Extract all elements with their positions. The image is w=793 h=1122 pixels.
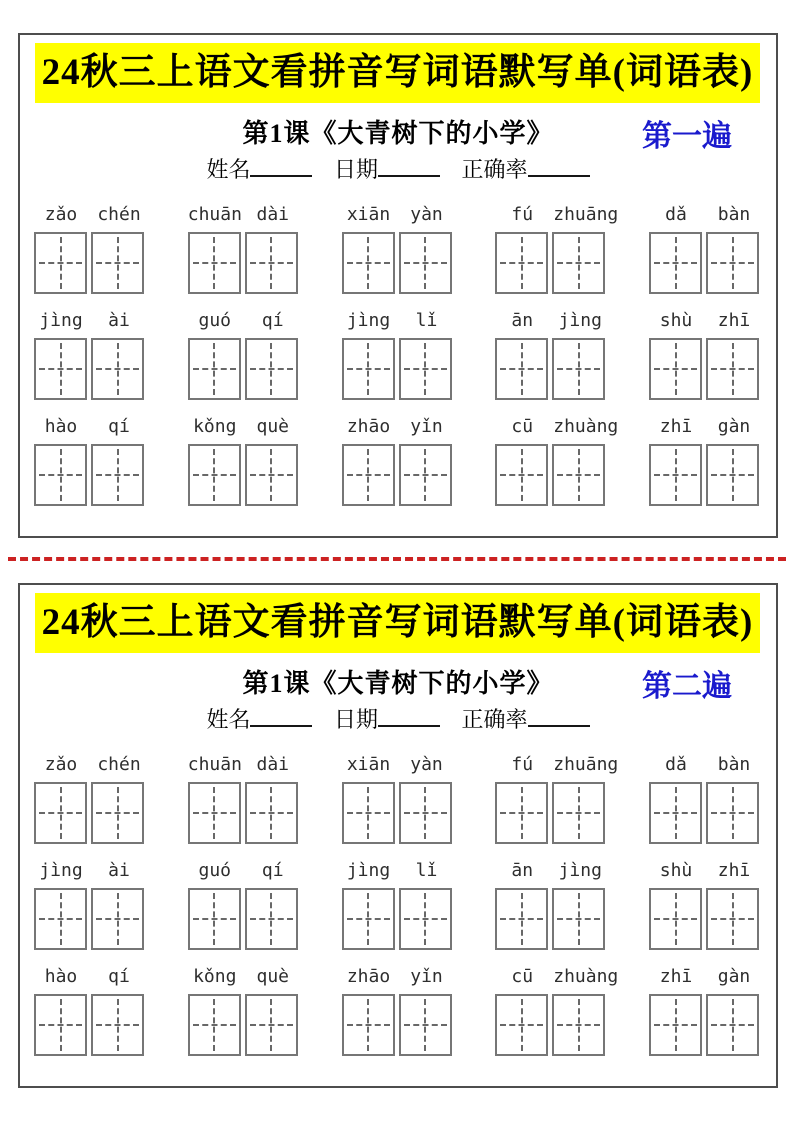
writing-box	[34, 444, 87, 506]
word-group	[34, 310, 146, 400]
writing-box	[706, 994, 759, 1056]
pinyin-pair	[34, 860, 146, 882]
pinyin-syllable: zhuāng	[553, 204, 619, 225]
pinyin-syllable: hào	[44, 416, 78, 437]
writing-box-pair	[188, 782, 300, 844]
writing-box	[649, 444, 702, 506]
pinyin-pair	[34, 754, 146, 776]
writing-box	[495, 994, 548, 1056]
writing-box	[91, 232, 144, 294]
writing-box	[706, 444, 759, 506]
word-group	[495, 310, 607, 400]
writing-box-pair	[649, 338, 761, 400]
pinyin-pair	[495, 754, 619, 776]
writing-box-pair	[649, 994, 761, 1056]
pinyin-syllable: shù	[659, 310, 693, 331]
pinyin-pair	[649, 416, 761, 438]
accuracy-field	[462, 707, 590, 732]
name-label: 姓名	[206, 157, 251, 182]
writing-box	[495, 888, 548, 950]
pinyin-syllable: zhuāng	[553, 754, 619, 775]
lesson-title: 第1课《大青树下的小学》	[242, 119, 554, 148]
pinyin-syllable: jìng	[558, 310, 602, 331]
word-group	[495, 416, 619, 506]
word-row	[34, 204, 761, 294]
word-group	[649, 860, 761, 950]
writing-box-pair	[649, 782, 761, 844]
pinyin-syllable: lǐ	[415, 310, 438, 331]
pinyin-pair	[34, 966, 146, 988]
pinyin-syllable: què	[256, 416, 289, 437]
writing-box-pair	[34, 232, 146, 294]
writing-box	[245, 994, 298, 1056]
pinyin-syllable: zhāo	[346, 966, 391, 987]
writing-box-pair	[495, 994, 607, 1056]
word-group	[188, 310, 300, 400]
writing-box-pair	[649, 232, 761, 294]
writing-box-pair	[342, 232, 454, 294]
pinyin-syllable: bàn	[717, 204, 751, 225]
word-group	[342, 310, 454, 400]
pinyin-syllable: fú	[511, 754, 534, 775]
writing-box-pair	[34, 782, 146, 844]
pinyin-syllable: jìng	[346, 860, 391, 881]
pinyin-pair	[34, 204, 146, 226]
writing-box	[188, 888, 241, 950]
word-group	[342, 416, 454, 506]
word-group	[495, 966, 619, 1056]
pinyin-pair	[649, 860, 761, 882]
writing-box	[342, 444, 395, 506]
word-group	[34, 754, 146, 844]
word-group	[649, 754, 761, 844]
writing-box	[245, 338, 298, 400]
pinyin-syllable: zhuàng	[553, 966, 619, 987]
pinyin-syllable: dǎ	[665, 204, 687, 225]
word-row	[34, 754, 761, 844]
writing-box	[245, 782, 298, 844]
word-group	[649, 416, 761, 506]
pinyin-pair	[495, 966, 619, 988]
pinyin-pair	[649, 204, 761, 226]
pinyin-syllable: zhī	[659, 966, 693, 987]
writing-box	[34, 782, 87, 844]
date-field	[334, 707, 440, 732]
lesson-title: 第1课《大青树下的小学》	[242, 669, 554, 698]
word-group	[188, 860, 300, 950]
writing-box	[495, 338, 548, 400]
writing-box	[342, 782, 395, 844]
pinyin-syllable: ān	[511, 860, 534, 881]
pinyin-syllable: lǐ	[415, 860, 438, 881]
writing-box	[34, 994, 87, 1056]
pinyin-pair	[188, 754, 300, 776]
writing-box	[342, 994, 395, 1056]
word-group	[495, 860, 607, 950]
date-field	[334, 157, 440, 182]
pinyin-pair	[342, 966, 454, 988]
name-blank-line	[250, 723, 312, 727]
writing-box-pair	[34, 888, 146, 950]
pinyin-syllable: qí	[261, 310, 284, 331]
writing-box-pair	[495, 444, 607, 506]
pinyin-syllable: bàn	[717, 754, 751, 775]
pinyin-syllable: xiān	[346, 754, 391, 775]
pinyin-syllable: qí	[261, 860, 284, 881]
word-group	[34, 966, 146, 1056]
writing-box	[552, 338, 605, 400]
writing-box-pair	[342, 994, 454, 1056]
pinyin-syllable: yàn	[410, 754, 443, 775]
info-fields	[20, 703, 776, 734]
attempt-badge: 第一遍	[642, 120, 732, 153]
pinyin-pair	[342, 754, 454, 776]
pinyin-pair	[342, 860, 454, 882]
pinyin-syllable: zhāo	[346, 416, 391, 437]
writing-box-pair	[495, 232, 607, 294]
writing-box-pair	[495, 338, 607, 400]
pinyin-syllable: guó	[198, 310, 231, 331]
writing-box	[649, 994, 702, 1056]
pinyin-syllable: cū	[511, 966, 534, 987]
pinyin-syllable: jìng	[346, 310, 391, 331]
writing-box-pair	[188, 444, 300, 506]
accuracy-label: 正确率	[461, 707, 528, 732]
word-row	[34, 966, 761, 1056]
pinyin-syllable: dài	[256, 204, 289, 225]
word-group	[342, 966, 454, 1056]
accuracy-field	[462, 157, 590, 182]
banner-title: 24秋三上语文看拼音写词语默写单(词语表)	[35, 43, 760, 103]
writing-box-pair	[34, 338, 146, 400]
writing-box	[706, 782, 759, 844]
pinyin-pair	[34, 416, 146, 438]
pinyin-syllable: jìng	[39, 310, 83, 331]
pinyin-syllable: chuān	[187, 204, 242, 225]
pinyin-syllable: dài	[256, 754, 289, 775]
name-label: 姓名	[206, 707, 251, 732]
pinyin-syllable: xiān	[346, 204, 391, 225]
writing-box-pair	[188, 888, 300, 950]
pinyin-syllable: kǒng	[193, 966, 237, 987]
pinyin-syllable: ài	[108, 310, 130, 331]
pinyin-syllable: yàn	[410, 204, 443, 225]
writing-box	[342, 888, 395, 950]
pinyin-syllable: yǐn	[410, 966, 443, 987]
writing-box-pair	[188, 994, 300, 1056]
pinyin-syllable: ān	[511, 310, 534, 331]
pinyin-pair	[188, 416, 300, 438]
pinyin-pair	[495, 310, 607, 332]
writing-box	[649, 782, 702, 844]
word-group	[188, 416, 300, 506]
word-row	[34, 310, 761, 400]
writing-box-pair	[34, 444, 146, 506]
writing-box	[399, 782, 452, 844]
word-group	[342, 204, 454, 294]
banner-title: 24秋三上语文看拼音写词语默写单(词语表)	[35, 593, 760, 653]
writing-box	[188, 444, 241, 506]
accuracy-blank-line	[528, 723, 590, 727]
pinyin-syllable: gàn	[717, 416, 751, 437]
attempt-badge: 第二遍	[642, 670, 732, 703]
writing-box	[552, 444, 605, 506]
writing-box-pair	[649, 888, 761, 950]
pinyin-syllable: zǎo	[44, 754, 78, 775]
pinyin-pair	[188, 310, 300, 332]
pinyin-pair	[188, 966, 300, 988]
writing-box	[399, 444, 452, 506]
writing-box	[91, 994, 144, 1056]
date-blank-line	[378, 723, 440, 727]
pinyin-pair	[34, 310, 146, 332]
writing-box	[552, 888, 605, 950]
writing-box	[245, 888, 298, 950]
writing-box	[34, 888, 87, 950]
pinyin-pair	[188, 860, 300, 882]
writing-box	[91, 782, 144, 844]
pinyin-syllable: gàn	[717, 966, 751, 987]
word-rows	[34, 754, 761, 1056]
word-group	[188, 204, 300, 294]
pinyin-pair	[495, 204, 619, 226]
word-group	[342, 860, 454, 950]
writing-box	[188, 338, 241, 400]
pinyin-syllable: zhī	[717, 860, 751, 881]
writing-box-pair	[34, 994, 146, 1056]
writing-box	[495, 232, 548, 294]
pinyin-syllable: chén	[97, 754, 141, 775]
date-label: 日期	[333, 707, 378, 732]
pinyin-syllable: yǐn	[410, 416, 443, 437]
writing-box	[552, 782, 605, 844]
writing-box	[245, 232, 298, 294]
pinyin-syllable: què	[256, 966, 289, 987]
writing-box	[34, 338, 87, 400]
pinyin-syllable: ài	[108, 860, 130, 881]
name-field	[206, 157, 312, 182]
writing-box-pair	[188, 338, 300, 400]
writing-box-pair	[342, 782, 454, 844]
writing-box-pair	[342, 888, 454, 950]
date-blank-line	[378, 173, 440, 177]
pinyin-syllable: qí	[108, 416, 130, 437]
word-row	[34, 860, 761, 950]
pinyin-pair	[649, 966, 761, 988]
name-blank-line	[250, 173, 312, 177]
writing-box	[552, 994, 605, 1056]
pinyin-syllable: jìng	[39, 860, 83, 881]
writing-box-pair	[495, 782, 607, 844]
pinyin-syllable: chén	[97, 204, 141, 225]
writing-box	[399, 888, 452, 950]
pinyin-syllable: zhuàng	[553, 416, 619, 437]
accuracy-blank-line	[528, 173, 590, 177]
writing-box	[342, 338, 395, 400]
word-group	[495, 754, 619, 844]
worksheet-copy-2	[18, 583, 778, 1088]
writing-box	[91, 888, 144, 950]
pinyin-syllable: cū	[511, 416, 534, 437]
pinyin-syllable: zhī	[717, 310, 751, 331]
writing-box	[245, 444, 298, 506]
writing-box-pair	[342, 444, 454, 506]
pinyin-syllable: zǎo	[44, 204, 78, 225]
writing-box-pair	[649, 444, 761, 506]
writing-box	[706, 888, 759, 950]
writing-box	[649, 232, 702, 294]
word-group	[188, 754, 300, 844]
info-fields	[20, 153, 776, 184]
word-group	[649, 204, 761, 294]
word-rows	[34, 204, 761, 506]
writing-box	[34, 232, 87, 294]
word-group	[188, 966, 300, 1056]
pinyin-syllable: dǎ	[665, 754, 687, 775]
cut-line	[8, 557, 786, 561]
word-group	[34, 204, 146, 294]
pinyin-syllable: qí	[108, 966, 130, 987]
pinyin-syllable: zhī	[659, 416, 693, 437]
writing-box-pair	[495, 888, 607, 950]
pinyin-syllable: chuān	[187, 754, 242, 775]
writing-box	[495, 444, 548, 506]
writing-box	[706, 232, 759, 294]
writing-box	[649, 338, 702, 400]
date-label: 日期	[333, 157, 378, 182]
word-group	[34, 860, 146, 950]
worksheet-copy-1	[18, 33, 778, 538]
pinyin-pair	[342, 416, 454, 438]
writing-box	[399, 994, 452, 1056]
pinyin-syllable: kǒng	[193, 416, 237, 437]
word-group	[342, 754, 454, 844]
pinyin-pair	[342, 310, 454, 332]
writing-box	[706, 338, 759, 400]
writing-box-pair	[342, 338, 454, 400]
pinyin-pair	[495, 416, 619, 438]
pinyin-syllable: jìng	[558, 860, 602, 881]
pinyin-pair	[649, 310, 761, 332]
pinyin-syllable: guó	[198, 860, 231, 881]
writing-box	[552, 232, 605, 294]
pinyin-pair	[188, 204, 300, 226]
pinyin-pair	[342, 204, 454, 226]
writing-box	[649, 888, 702, 950]
writing-box	[188, 232, 241, 294]
writing-box	[495, 782, 548, 844]
pinyin-syllable: fú	[511, 204, 534, 225]
writing-box	[188, 782, 241, 844]
name-field	[206, 707, 312, 732]
word-group	[34, 416, 146, 506]
pinyin-pair	[495, 860, 607, 882]
word-row	[34, 416, 761, 506]
writing-box	[91, 444, 144, 506]
pinyin-pair	[649, 754, 761, 776]
writing-box	[399, 338, 452, 400]
accuracy-label: 正确率	[461, 157, 528, 182]
writing-box	[188, 994, 241, 1056]
writing-box	[91, 338, 144, 400]
word-group	[649, 310, 761, 400]
writing-box-pair	[188, 232, 300, 294]
writing-box	[342, 232, 395, 294]
word-group	[495, 204, 619, 294]
pinyin-syllable: hào	[44, 966, 78, 987]
writing-box	[399, 232, 452, 294]
word-group	[649, 966, 761, 1056]
pinyin-syllable: shù	[659, 860, 693, 881]
